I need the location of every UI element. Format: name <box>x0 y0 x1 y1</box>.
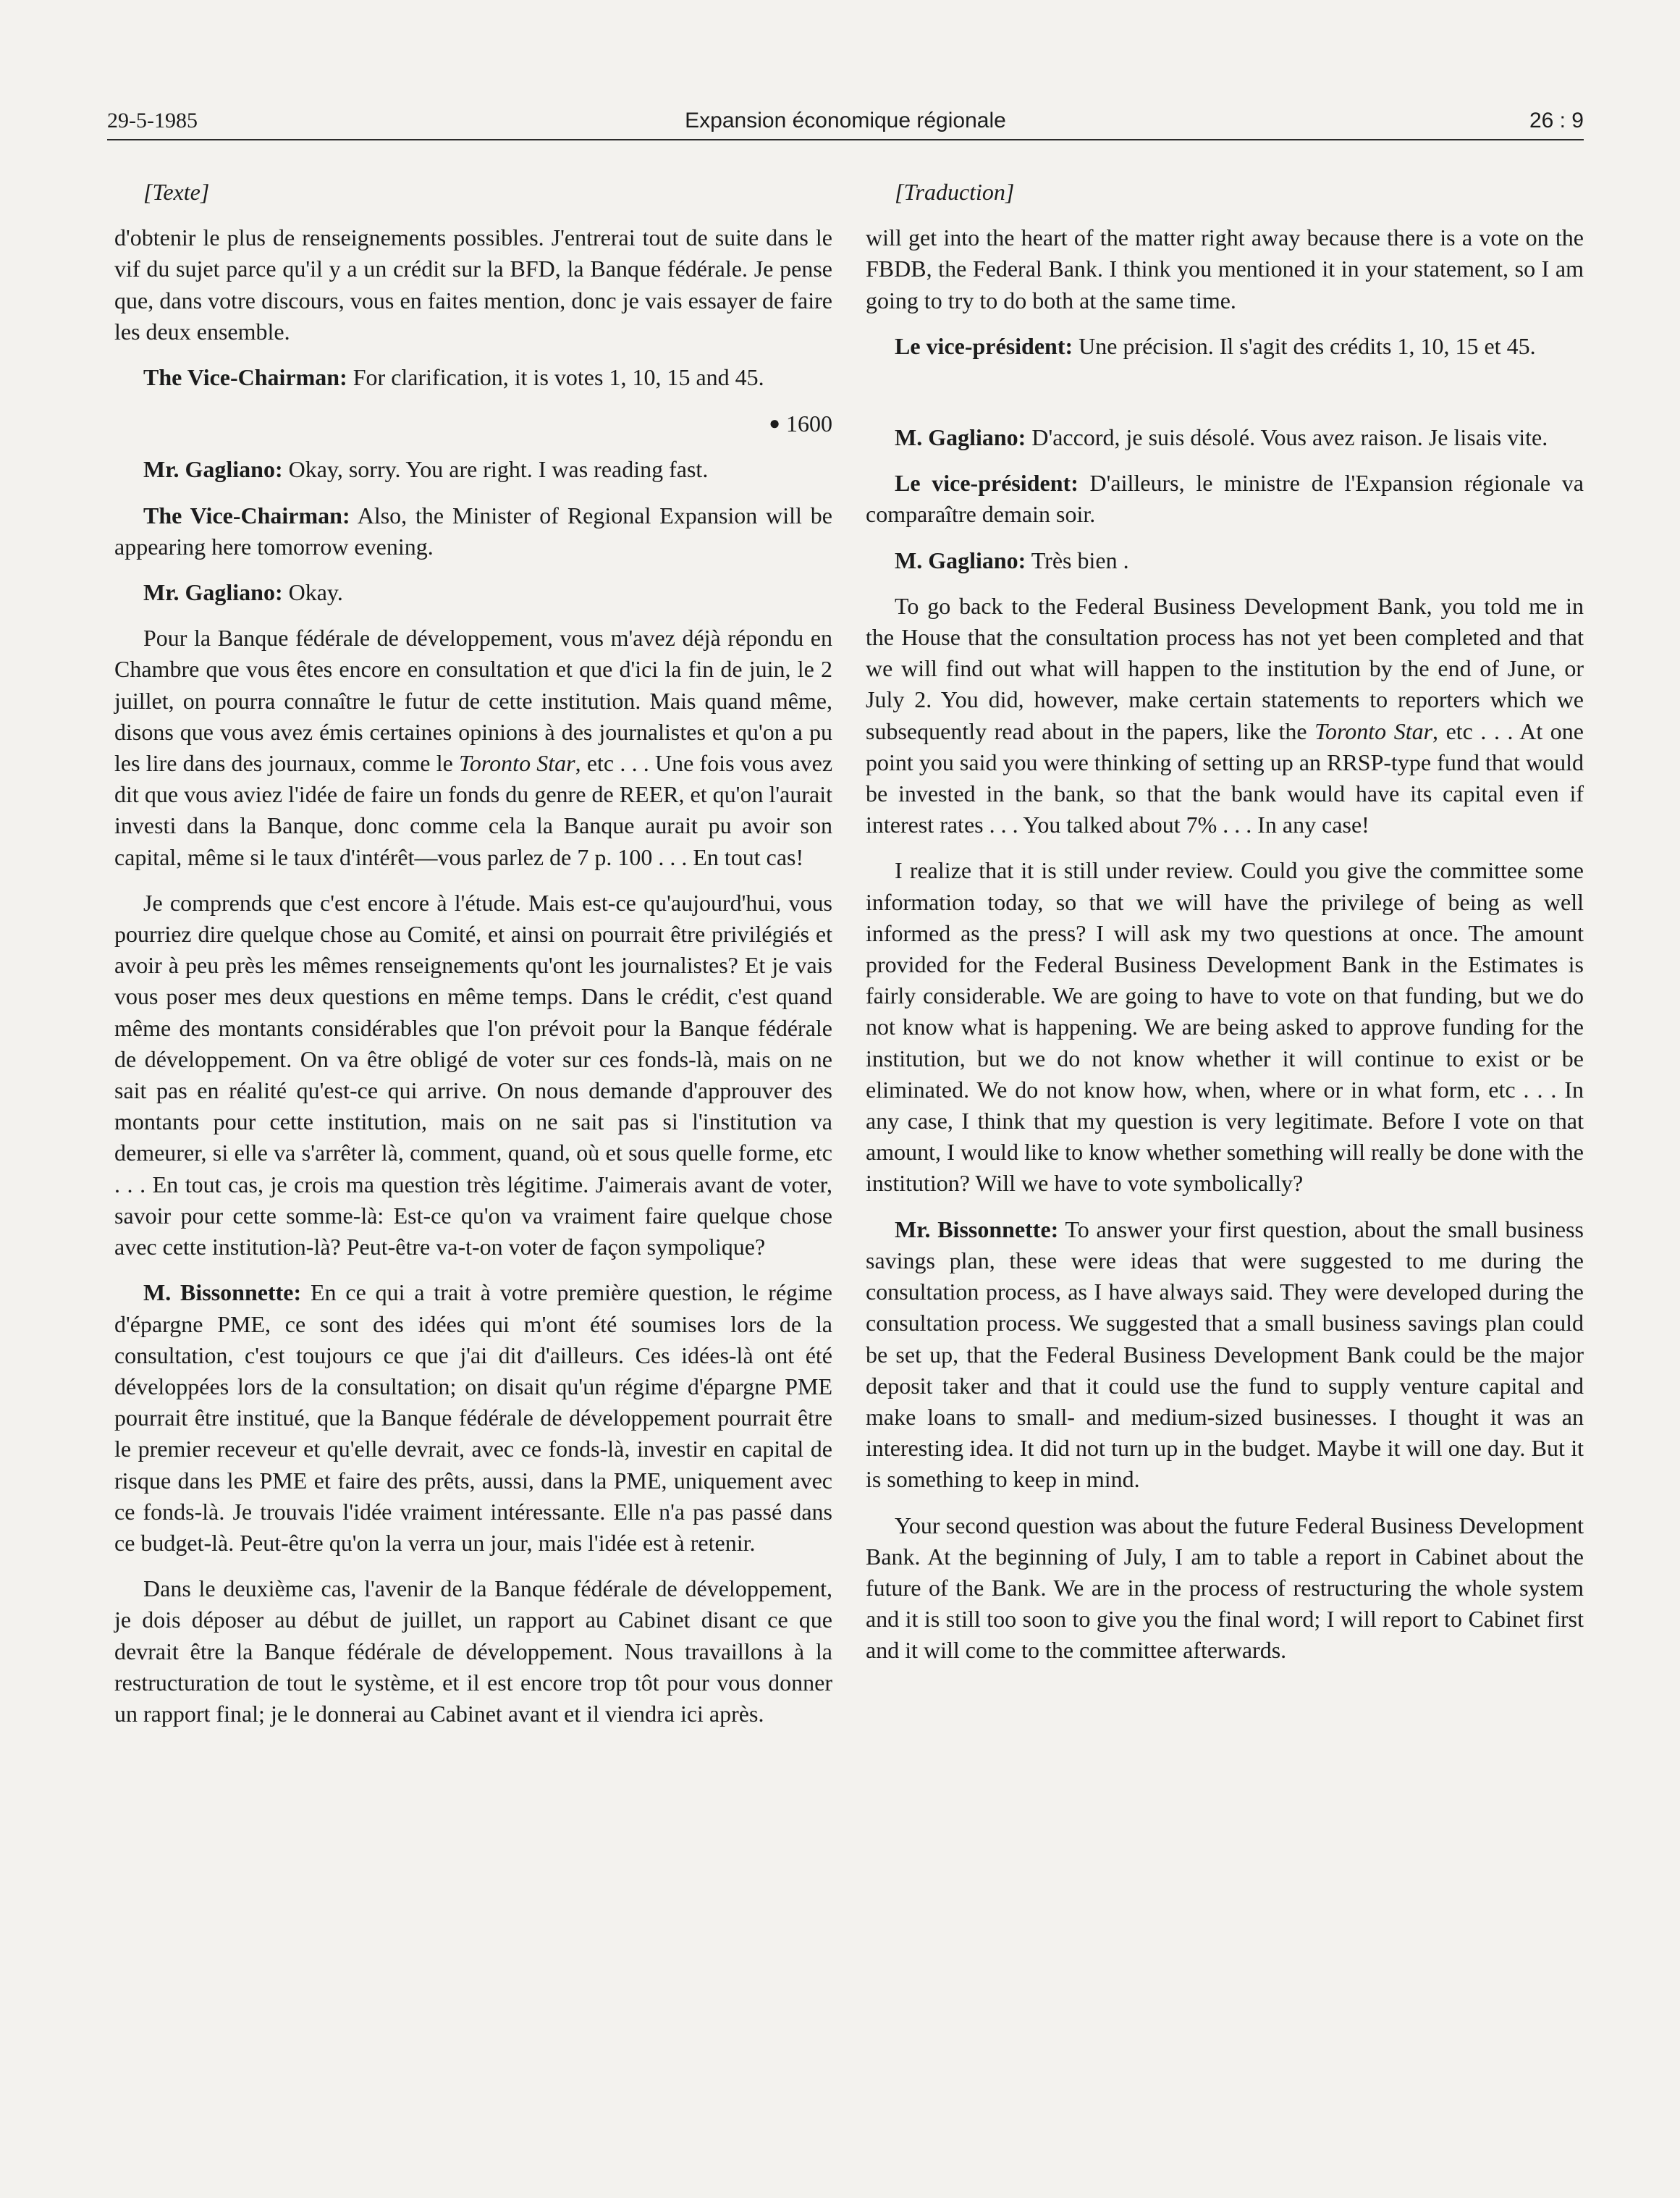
timestamp-spacer <box>866 376 1584 408</box>
speech-text: Très bien . <box>1026 547 1129 573</box>
paragraph <box>866 331 1584 362</box>
header-page-number: 26 : 9 <box>1529 109 1584 132</box>
text-run: , etc . . . Une fois vous avez dit que vous aviez l'idée de faire un fonds du genre de REER, et qu'on l'aurait investi dans la Banque, donc comme cela la Banque aurait pu avoir son capital, même si le taux d'intérêt—vous parlez de 7 p. 100 . . . En tout cas! <box>114 750 833 870</box>
paragraph <box>114 623 832 873</box>
speaker-name: Mr. Bissonnette: <box>895 1216 1059 1242</box>
paragraph <box>866 468 1584 530</box>
speech-text: En ce qui a trait à votre première question, le régime d'épargne PME, ce sont des idées qui m'ont été soumises lors de la consultation, c'est toujours ce que j'ai dit d'ailleurs. Ces idées-là ont été développées lors de la consultation; on disait qu'un régime d'épargne PME pourrait être institué, que la Banque fédérale de développement pourrait être le premier receveur et qu'elle devrait, avec ce fonds-là, investir en capital de risque dans les PME et faire des prêts, aussi, dans la PME, uniquement avec ce fonds-là. Je trouvais l'idée vraiment intéressante. Elle n'a pas passé dans ce budget-là. Peut-être qu'on la verra un jour, mais l'idée est à retenir. <box>114 1279 833 1556</box>
speech-text: Also, the Minister of Regional Expansion will be appearing here tomorrow evening. <box>114 502 833 560</box>
paragraph <box>114 362 832 393</box>
speech-text: Okay, sorry. You are right. I was reading fast. <box>282 456 709 483</box>
speaker-name: Le vice-président: <box>895 332 1073 359</box>
section-tag: [Traduction] <box>895 179 1015 205</box>
paragraph <box>866 422 1584 453</box>
paragraph <box>866 545 1584 576</box>
paragraph: Your second question was about the future Federal Business Development Bank. At the beginning of July, I am to table a report in Cabinet about the future of the Bank. We are in the process of restructuring the whole system and it is still too soon to give you the final word; I will report to Cabinet first and it will come to the committee afterwards. <box>866 1512 1584 1664</box>
paragraph <box>114 1277 832 1559</box>
text-run: , etc . . . At one point you said you were thinking of setting up an RRSP-type fund that would be invested in the bank, so that the bank would have its capital even if interest rates . . . You talked about 7% . . . In any case! <box>866 717 1584 838</box>
speaker-name: Mr. Gagliano: <box>143 456 283 483</box>
paragraph: I realize that it is still under review. Could you give the committee some information today, so that we will have the privilege of being as well informed as the press? I will ask my two questions at once. The amount provided for the Federal Business Development Bank in the Estimates is fairly considerable. We are going to have to vote on that funding, but we do not know what is happening. We are being asked to approve funding for the institution, but we do not know whether it will continue to exist or be eliminated. We do not know how, when, where or in what form, etc . . . In any case, I think that my question is very legitimate. Before I vote on that amount, I would like to know whether something will really be done with the institution? Will we have to vote symbolically? <box>866 857 1584 1197</box>
paragraph: will get into the heart of the matter right away because there is a vote on the FBDB, the Federal Bank. I think you mentioned it in your statement, so I am going to try to do both at the same time. <box>866 224 1584 313</box>
timestamp-value: 1600 <box>786 410 832 437</box>
paragraph <box>114 577 832 608</box>
paragraph: d'obtenir le plus de renseignements possibles. J'entrerai tout de suite dans le vif du sujet parce qu'il y a un crédit sur la BFD, la Banque fédérale. Je pense que, dans votre discours, vous en faites mention, donc je vais essayer de faire les deux ensemble. <box>114 224 832 345</box>
header-title: Expansion économique régionale <box>685 109 1006 132</box>
speech-text: Une précision. Il s'agit des crédits 1, 10, 15 et 45. <box>1073 332 1536 359</box>
right-column-translation <box>866 177 1584 1681</box>
speaker-name: M. Bissonnette: <box>143 1279 302 1306</box>
timestamp <box>114 408 832 439</box>
speech-text: Okay. <box>282 579 343 606</box>
speaker-name: M. Gagliano: <box>895 547 1026 573</box>
speech-text: For clarification, it is votes 1, 10, 15 and 45. <box>347 364 764 391</box>
paragraph <box>866 591 1584 841</box>
paragraph: Dans le deuxième cas, l'avenir de la Banque fédérale de développement, je dois déposer au début de juillet, un rapport au Cabinet disant ce que devrait être la Banque fédérale de développement. Nous travaillons à la restructuration de tout le système, et il est encore trop tôt pour vous donner un rapport final; je le donnerai au Cabinet avant et il viendra ici après. <box>114 1575 832 1727</box>
paragraph: Je comprends que c'est encore à l'étude. Mais est-ce qu'aujourd'hui, vous pourriez dire quelque chose au Comité, et ainsi on pourrait être privilégiés et avoir à peu près les mêmes renseignements qu'ont les journalistes? Et je vais vous poser mes deux questions en même temps. Dans le crédit, c'est quand même des montants considérables que l'on prévoit pour la Banque fédérale de développement. On va être obligé de voter sur ces fonds-là, mais on ne sait pas en réalité qu'est-ce qui arrive. On nous demande d'approuver des montants pour cette institution, mais on ne sait pas si l'institution va demeurer, si elle va s'arrêter là, comment, quand, où et sous quelle forme, etc . . . En tout cas, je crois ma question très légitime. J'aimerais avant de voter, savoir pour cette somme-là: Est-ce qu'on va vraiment faire quelque chose avec cette institution-là? Peut-être va-t-on voter de façon sympolique? <box>114 889 832 1260</box>
paragraph <box>114 500 832 563</box>
newspaper-name: Toronto Star <box>459 750 575 777</box>
speaker-name: M. Gagliano: <box>895 424 1026 451</box>
section-tag: [Texte] <box>143 179 210 205</box>
page-header <box>107 101 1584 140</box>
text-run: To go back to the Federal Business Development Bank, you told me in the House that the consultation process has not yet been completed and that we will find out what will happen to the institution by the end of June, or July 2. You did, however, make certain statements to reporters which we subsequently read about in the papers, like the <box>866 592 1584 744</box>
speaker-name: The Vice-Chairman: <box>143 364 347 391</box>
speaker-name: The Vice-Chairman: <box>143 502 350 529</box>
header-date: 29-5-1985 <box>107 109 198 132</box>
speaker-name: Le vice-président: <box>895 470 1079 497</box>
speech-text: D'ailleurs, le ministre de l'Expansion régionale va comparaître demain soir. <box>866 470 1584 528</box>
left-column-french <box>114 177 832 1744</box>
bullet-icon: ● <box>769 413 780 434</box>
text-run: Pour la Banque fédérale de développement, vous m'avez déjà répondu en Chambre que vous êtes encore en consultation et que d'ici la fin de juin, le 2 juillet, on pourra connaître le futur de cette institution. Mais quand même, disons que vous avez émis certaines opinions à des journalistes et qu'on a pu les lire dans des journaux, comme le <box>114 625 832 777</box>
speech-text: D'accord, je suis désolé. Vous avez raison. Je lisais vite. <box>1026 424 1548 451</box>
speaker-name: Mr. Gagliano: <box>143 579 283 606</box>
newspaper-name: Toronto Star <box>1314 717 1433 744</box>
paragraph <box>866 1214 1584 1496</box>
paragraph <box>114 454 832 485</box>
speech-text: To answer your first question, about the small business savings plan, these were ideas that were suggested to me during the consultation process, as I have always said. They were developed during the consultation process. We suggested that a small business savings plan could be set up, that the Federal Business Development Bank could be the major deposit taker and that it could use the fund to supply venture capital and make loans to small- and medium-sized businesses. I thought it was an interesting idea. It did not turn up in the budget. Maybe it will one day. But it is something to keep in mind. <box>866 1216 1584 1493</box>
